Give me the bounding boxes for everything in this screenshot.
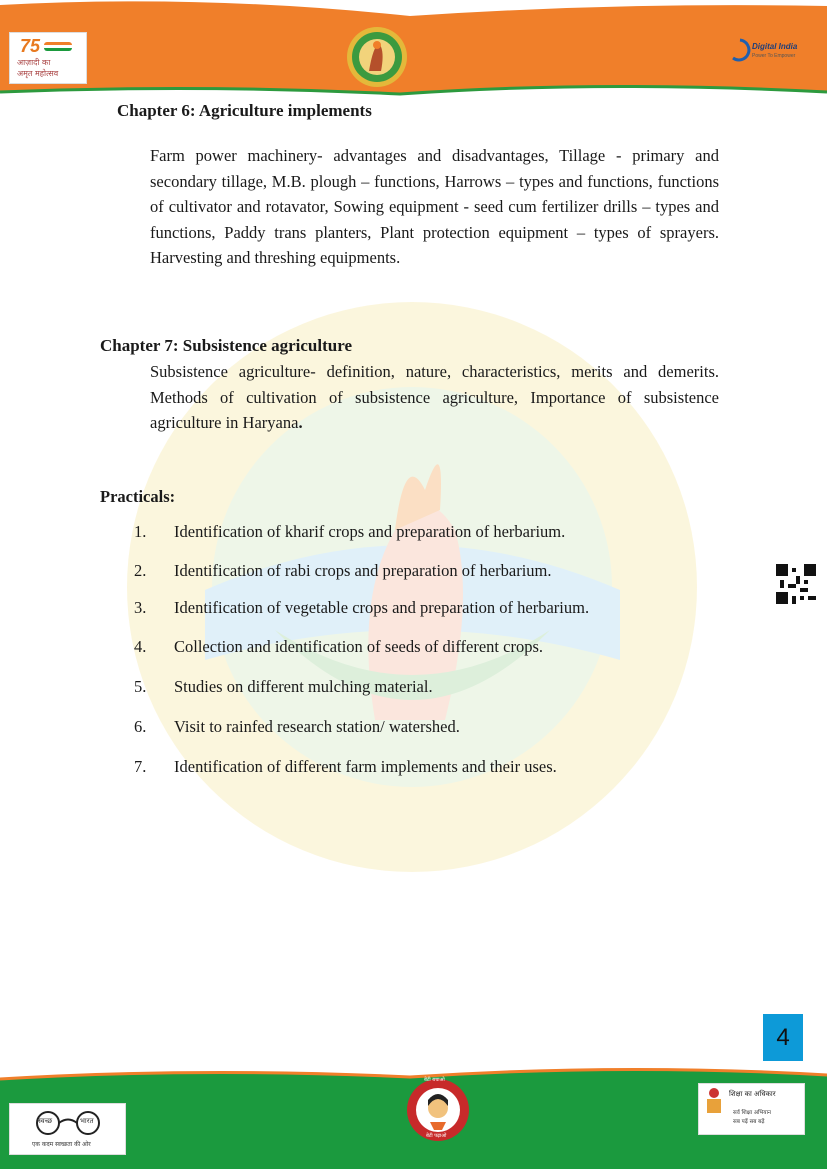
header-band	[0, 0, 827, 100]
chapter-6-title: Chapter 6: Agriculture implements	[117, 101, 372, 120]
qr-code-icon[interactable]	[776, 564, 816, 604]
list-item	[134, 717, 460, 737]
digital-india-title: Digital India	[752, 42, 798, 51]
list-item	[134, 637, 543, 657]
list-item-number: 4.	[134, 637, 147, 656]
chapter-7-body-text: Subsistence agriculture- definition, nature, characteristics, merits and demerits. Methods of cultivation of subsistence agriculture, Importance of subsistence agriculture in Haryana	[150, 362, 719, 432]
list-item-text: Visit to rainfed research station/ watershed.	[174, 717, 460, 736]
beti-bachao-logo	[406, 1073, 470, 1147]
chapter-7-body-end: .	[298, 413, 303, 432]
list-item-number: 3.	[134, 598, 147, 617]
azadi-flag-icon	[44, 42, 72, 51]
list-item-text: Collection and identification of seeds of different crops.	[174, 637, 544, 656]
shiksha-ka-adhikar-logo	[698, 1083, 805, 1135]
list-item-number: 7.	[134, 757, 147, 776]
reading-child-icon	[703, 1087, 725, 1115]
list-item-text: Identification of vegetable crops and preparation of herbarium.	[174, 598, 590, 617]
digital-india-logo	[725, 32, 800, 72]
azadi-75-number: 75	[20, 36, 41, 56]
list-item	[134, 598, 589, 618]
digital-india-mark-icon	[729, 38, 751, 64]
beti-top-text: बेटी बचाओ	[424, 1077, 445, 1083]
swachh-left-word: स्वच्छ	[38, 1117, 53, 1125]
list-item-text: Identification of different farm implements and their uses.	[174, 757, 557, 776]
list-item-text: Identification of rabi crops and preparation of herbarium.	[174, 561, 552, 580]
list-item	[134, 757, 557, 777]
azadi-amrit-mahotsav-logo	[9, 32, 87, 84]
shiksha-line1: सर्व शिक्षा अभियान	[733, 1110, 771, 1116]
list-item-number: 5.	[134, 677, 147, 696]
chapter-7-title: Chapter 7: Subsistence agriculture	[100, 336, 353, 355]
shiksha-title: शिक्षा का अधिकार	[729, 1090, 776, 1098]
list-item-text: Identification of kharif crops and preparation of herbarium.	[174, 522, 566, 541]
list-item-number: 2.	[134, 561, 147, 580]
swachh-right-word: भारत	[80, 1117, 94, 1125]
azadi-line2: अमृत महोत्सव	[17, 69, 59, 78]
digital-india-tagline: Power To Empower	[752, 53, 796, 59]
list-item	[134, 522, 565, 542]
page-number: 4	[763, 1014, 803, 1061]
chapter-6-body: Farm power machinery- advantages and disadvantages, Tillage - primary and secondary tillage, M.B. plough – functions, Harrows – types and functions, functions of cultivator and rotavator, Sowing equipment - seed cum fertilizer drills – types and functions, Paddy trans planters, Plant protection equipment – types of sprayers. Harvesting and threshing equipments.	[150, 146, 719, 267]
swachh-bharat-logo	[9, 1103, 126, 1155]
chapter-7-body	[150, 359, 719, 436]
practicals-title: Practicals:	[100, 487, 176, 506]
hbse-board-seal-icon	[345, 25, 409, 89]
azadi-line1: आज़ादी का	[17, 58, 51, 67]
beti-bottom-text: बेटी पढ़ाओ	[426, 1133, 447, 1139]
list-item-number: 1.	[134, 522, 147, 541]
list-item	[134, 561, 552, 581]
list-item	[134, 677, 433, 697]
swachh-tagline: एक कदम स्वच्छता की ओर	[32, 1141, 91, 1148]
list-item-text: Studies on different mulching material.	[174, 677, 433, 696]
shiksha-line2: सब पढ़ें सब बढ़ें	[733, 1119, 765, 1125]
list-item-number: 6.	[134, 717, 147, 736]
